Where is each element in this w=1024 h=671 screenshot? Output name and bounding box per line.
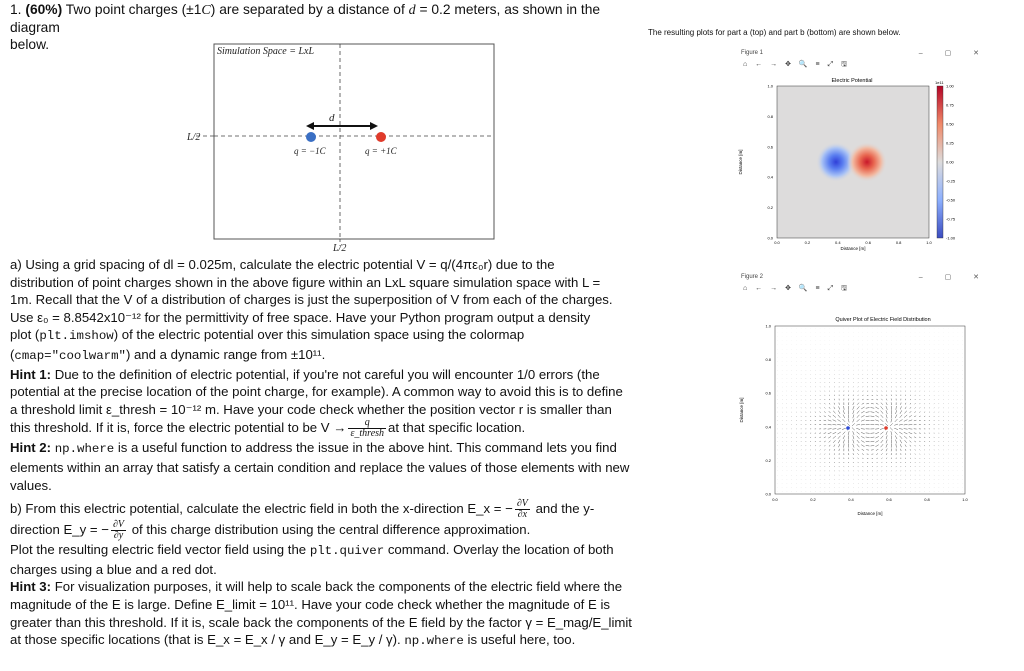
part-b-line3 bbox=[10, 541, 635, 561]
colorbar-ticks bbox=[946, 84, 956, 241]
part-b-line2b: of this charge distribution using the central difference approximation. bbox=[128, 522, 531, 538]
part-b-line2 bbox=[10, 520, 635, 541]
potential-ytick: 0.6 bbox=[767, 144, 773, 150]
code-quiver: plt.quiver bbox=[309, 544, 385, 559]
colorbar-tick: 0.50 bbox=[946, 121, 954, 127]
quiver-xtick: 0.2 bbox=[810, 497, 816, 502]
left-label: L/2 bbox=[187, 132, 201, 143]
intro-text-a: Two point charges (±1 bbox=[65, 2, 202, 17]
intro-text-b: ) are separated by a distance of bbox=[210, 2, 409, 17]
part-a bbox=[10, 256, 635, 651]
bottom-label: L/2 bbox=[333, 243, 347, 254]
quiver-plot bbox=[735, 296, 995, 516]
part-b-line1a: b) From this electric potential, calculate the electric field in both the x-direction E_x = − bbox=[10, 501, 513, 517]
quiver-xticks bbox=[772, 497, 968, 502]
part-a-line4: Use ε₀ = 8.8542x10⁻¹² for the permittivity of free space. Have your Python program output a density bbox=[10, 309, 591, 325]
positive-charge bbox=[376, 132, 386, 142]
negative-charge-label: q = −1C bbox=[294, 146, 326, 156]
potential-xtick: 0.2 bbox=[804, 240, 811, 245]
figure2-title: Figure 2 bbox=[741, 274, 764, 280]
figures-caption: The resulting plots for part a (top) and part b (bottom) are shown below. bbox=[648, 28, 901, 37]
dvdx-num: ∂V bbox=[516, 498, 528, 510]
hint2-label: Hint 2: bbox=[10, 440, 52, 456]
distance-label: d bbox=[329, 112, 335, 124]
part-b-line1b: and the y- bbox=[531, 501, 595, 517]
hint3-line4 bbox=[10, 631, 635, 651]
hint1-line4b: at that specific location. bbox=[388, 420, 526, 436]
colorbar bbox=[937, 86, 943, 238]
quiver-positive-charge bbox=[884, 426, 888, 430]
code-npwhere: np.where bbox=[54, 442, 115, 457]
part-a-line2: distribution of point charges shown in the above figure within an LxL square simulation space with L = bbox=[10, 274, 601, 290]
charge-diagram bbox=[10, 36, 635, 258]
quiver-axes bbox=[775, 326, 965, 494]
hint3-line2: magnitude of the E is large. Define E_limit = 10¹¹. Have your code check whether the magnitude of E is bbox=[10, 596, 610, 612]
figure1-title: Figure 1 bbox=[741, 50, 764, 56]
dv-dx bbox=[515, 499, 530, 520]
intro-unit: C bbox=[201, 3, 211, 18]
intro-text-d: below. bbox=[10, 37, 50, 52]
part-b-line1 bbox=[10, 499, 635, 520]
part-b-line4: charges using a blue and a red dot. bbox=[10, 561, 217, 577]
figure2-titlebar bbox=[735, 272, 995, 284]
hint3-line3: greater than this threshold. If it is, scale back the components of the E field by the factor γ = E_mag/E_limit bbox=[10, 614, 632, 630]
colorbar-tick: -0.75 bbox=[946, 216, 956, 222]
negative-charge bbox=[306, 132, 316, 142]
question-number: 1. bbox=[10, 2, 22, 17]
quiver-xtick: 0.8 bbox=[924, 497, 930, 502]
figure2-toolbar[interactable]: ⌂ ← → ✥ 🔍 ≡ ⤢ 🖫 bbox=[743, 285, 851, 292]
figure2-window bbox=[735, 272, 995, 516]
part-a-line6a: ( bbox=[10, 346, 15, 362]
quiver-ytick: 0.6 bbox=[765, 390, 771, 396]
problem-text bbox=[10, 0, 635, 649]
simulation-box bbox=[214, 44, 494, 239]
hint2-line1 bbox=[10, 439, 635, 459]
hint1-line4a: this threshold. If it is, force the electric potential to be V → bbox=[10, 420, 347, 436]
frac-den: ε_thresh bbox=[350, 428, 385, 440]
part-a-line6b: ) and a dynamic range from ±10¹¹. bbox=[125, 346, 326, 362]
hint3-line4b: is useful here, too. bbox=[463, 632, 576, 648]
figure1-window bbox=[735, 48, 995, 263]
code-cmap: cmap="coolwarm" bbox=[14, 348, 126, 363]
quiver-xtick: 0.4 bbox=[848, 497, 854, 502]
quiver-ytick: 0.2 bbox=[765, 457, 771, 463]
quiver-ylabel: Distance [m] bbox=[739, 397, 744, 423]
potential-xtick: 0.6 bbox=[865, 240, 871, 245]
part-a-line6 bbox=[10, 346, 635, 366]
quiver-xlabel: Distance [m] bbox=[857, 511, 883, 516]
part-a-line5b: ) of the electric potential over this simulation space using the colormap bbox=[113, 327, 525, 343]
potential-plot bbox=[735, 72, 995, 262]
hint2-text1: is a useful function to address the issue in the above hint. This command lets you find bbox=[114, 440, 617, 456]
potential-positive-region bbox=[847, 142, 887, 182]
potential-ylabel: Distance [m] bbox=[738, 149, 743, 175]
hint2-line2: elements within an array that satisfy a certain condition and replace the values of those elements with new bbox=[10, 459, 630, 475]
quiver-xtick: 0.0 bbox=[772, 497, 778, 502]
window-controls-2[interactable]: – ▢ ✕ bbox=[918, 274, 989, 281]
part-b-line3b: command. Overlay the location of both bbox=[384, 542, 614, 558]
part-a-line3: 1m. Recall that the V of a distribution of charges is just the superposition of V from each of the charges. bbox=[10, 292, 613, 308]
part-b-line3a: Plot the resulting electric field vector field using the bbox=[10, 542, 310, 558]
potential-xtick: 1.0 bbox=[926, 240, 932, 245]
part-a-line1: a) Using a grid spacing of dl = 0.025m, calculate the electric potential V = q/(4πε₀r) due to the bbox=[10, 257, 555, 272]
part-b-line2a: direction E_y = − bbox=[10, 522, 109, 538]
potential-xtick: 0.4 bbox=[835, 240, 841, 245]
part-a-line5a: plot ( bbox=[10, 327, 40, 343]
potential-ytick: 1.0 bbox=[767, 83, 773, 89]
colorbar-tick: -0.50 bbox=[946, 197, 956, 203]
colorbar-tick: -0.25 bbox=[946, 178, 956, 184]
colorbar-tick: -1.00 bbox=[946, 235, 956, 241]
potential-xlabel: Distance [m] bbox=[840, 246, 866, 251]
question-weight: (60%) bbox=[25, 2, 63, 17]
quiver-xtick: 0.6 bbox=[886, 497, 892, 502]
colorbar-tick: 0.25 bbox=[946, 140, 954, 146]
quiver-ytick: 1.0 bbox=[765, 323, 771, 329]
colorbar-exponent: 1e11 bbox=[935, 80, 944, 85]
frac-num: q bbox=[348, 418, 386, 429]
hint2-line3: values. bbox=[10, 477, 52, 493]
hint3-line1 bbox=[10, 578, 635, 596]
potential-ytick: 0.8 bbox=[767, 113, 773, 119]
part-a-line5 bbox=[10, 326, 635, 346]
hint3-text1: For visualization purposes, it will help to scale back the components of the electric field where the bbox=[51, 579, 623, 595]
potential-ytick: 0.0 bbox=[767, 235, 773, 241]
q-over-ethresh bbox=[348, 418, 386, 439]
potential-ytick: 0.4 bbox=[767, 174, 773, 180]
figure1-toolbar[interactable]: ⌂ ← → ✥ 🔍 ≡ ⤢ 🖫 bbox=[743, 61, 851, 68]
dvdy-den: ∂y bbox=[113, 530, 124, 542]
quiver-ytick: 0.8 bbox=[765, 357, 771, 363]
potential-xtick: 0.0 bbox=[774, 240, 780, 245]
code-imshow: plt.imshow bbox=[39, 329, 114, 344]
potential-title: Electric Potential bbox=[831, 78, 873, 84]
hint3-line4a: at those specific locations (that is E_x = E_x / γ and E_y = E_y / γ). bbox=[10, 632, 405, 648]
hint1-label: Hint 1: bbox=[10, 366, 52, 382]
intro-text-c: = 0.2 meters, as shown in the diagram bbox=[10, 2, 601, 35]
intro-d: d bbox=[408, 3, 416, 18]
window-controls[interactable]: – ▢ ✕ bbox=[918, 50, 989, 57]
hint1-line1 bbox=[10, 366, 635, 384]
dvdx-den: ∂x bbox=[517, 509, 528, 521]
positive-charge-label: q = +1C bbox=[365, 146, 397, 156]
colorbar-tick: 0.75 bbox=[946, 102, 954, 108]
colorbar-tick: 0.00 bbox=[946, 159, 954, 165]
figure1-titlebar bbox=[735, 48, 995, 60]
hint1-text1: Due to the definition of electric potential, if you're not careful you will encounter 1/0 errors (the bbox=[51, 366, 600, 382]
dvdy-num: ∂V bbox=[112, 519, 125, 531]
hint1-line2: potential at the precise location of the point charge, for example). A common way to avoid this is to define bbox=[10, 384, 623, 400]
quiver-ytick: 0.4 bbox=[765, 424, 771, 430]
quiver-negative-charge bbox=[846, 426, 850, 430]
hint1-line4 bbox=[10, 418, 635, 439]
potential-xtick: 0.8 bbox=[895, 240, 902, 245]
dv-dy bbox=[111, 520, 126, 541]
hint3-label: Hint 3: bbox=[10, 579, 52, 595]
potential-ytick: 0.2 bbox=[767, 205, 773, 211]
quiver-yticks bbox=[765, 324, 771, 497]
colorbar-tick: 1.00 bbox=[946, 83, 954, 89]
potential-yticks bbox=[767, 84, 773, 241]
hint1-line3: a threshold limit ε_thresh = 10⁻¹² m. Have your code check whether the position vector r is smaller than bbox=[10, 401, 612, 417]
code-npwhere-2: np.where bbox=[404, 634, 464, 649]
diagram-title: Simulation Space = LxL bbox=[217, 46, 315, 57]
quiver-xtick: 1.0 bbox=[962, 497, 968, 502]
quiver-title: Quiver Plot of Electric Field Distribution bbox=[835, 317, 931, 323]
quiver-ytick: 0.0 bbox=[765, 491, 771, 497]
potential-xticks bbox=[774, 240, 932, 245]
